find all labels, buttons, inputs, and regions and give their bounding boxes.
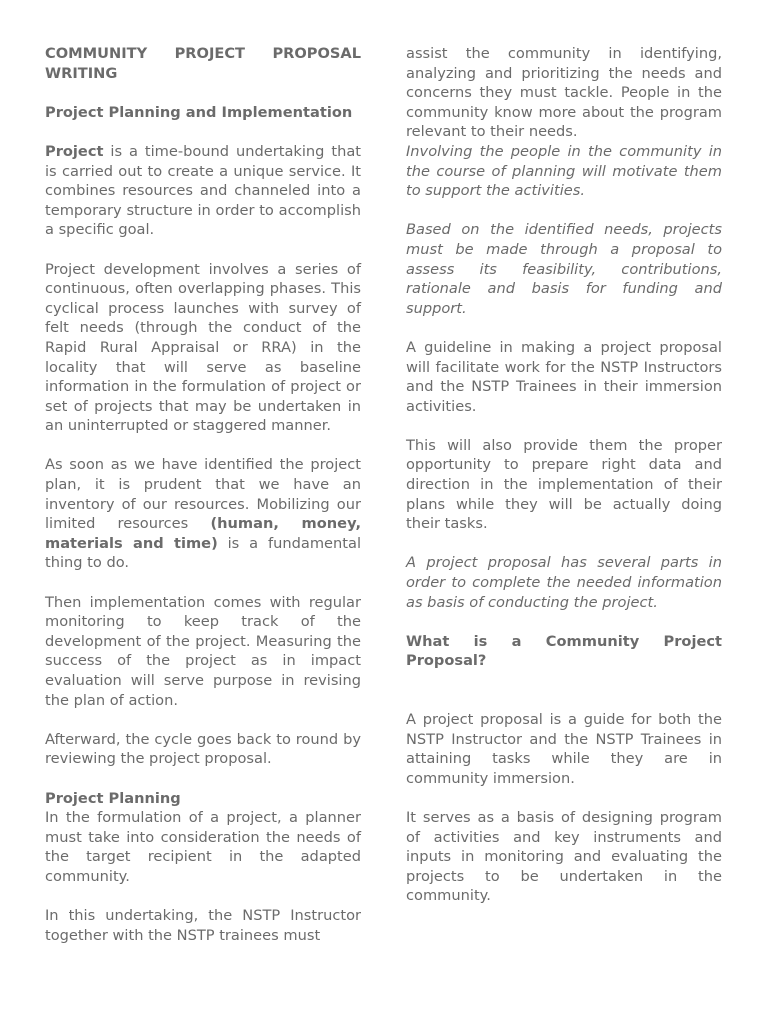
- paragraph-identified-needs: Based on the identified needs, projects must be made through a proposal to assess its feasibility, contributions, rationale and basis for funding and support.: [406, 221, 722, 317]
- section-heading-planning-implementation: Project Planning and Implementation: [45, 103, 353, 121]
- paragraph-cycle: Afterward, the cycle goes back to round by reviewing the project proposal.: [45, 730, 361, 768]
- paragraph-proposal-parts: A project proposal has several parts in order to complete the needed information as basis of conducting the project.: [406, 554, 722, 611]
- paragraph-resources: [45, 455, 361, 573]
- paragraph-proposal-basis: It serves as a basis of designing program of activities and key instruments and inputs in monitoring and evaluating the projects to be undertaken in the community.: [406, 808, 722, 905]
- document-title: COMMUNITY PROJECT PROPOSAL WRITING: [45, 45, 361, 82]
- project-definition-text: is a time-bound undertaking that is carried out to create a unique service. It combines resources and channeled into a temporary structure in order to accomplish a specific goal.: [45, 142, 361, 239]
- paragraph-proposal-guide: A project proposal is a guide for both the NSTP Instructor and the NSTP Trainees in attaining tasks while they are in community immersion.: [406, 711, 722, 787]
- resources-emphasis: (human, money, materials and time): [45, 515, 361, 552]
- paragraph-project-definition: [45, 142, 361, 240]
- paragraph-assist-community: assist the community in identifying, analyzing and prioritizing the needs and concerns they must tackle. People in the community know more about the program relevant to their needs.: [406, 45, 722, 141]
- paragraph-opportunity: This will also provide them the proper opportunity to prepare right data and direction in the implementation of their plans while they will be actually doing their tasks.: [406, 436, 722, 533]
- right-column: [406, 44, 722, 926]
- resources-text-before: As soon as we have identified the project plan, it is prudent that we have an inventory of our resources. Mobilizing our limited resources: [45, 456, 361, 533]
- subheading-project-planning: Project Planning: [45, 789, 181, 807]
- paragraph-implementation: Then implementation comes with regular monitoring to keep track of the development of the project. Measuring the success of the project as in impact evaluation will serve purpose in revising the plan of action.: [45, 593, 361, 709]
- paragraph-guideline: A guideline in making a project proposal will facilitate work for the NSTP Instructors and the NSTP Trainees in their immersion activities.: [406, 338, 722, 415]
- heading-what-is-proposal: What is a Community Project Proposal?: [406, 632, 722, 670]
- resources-text-after: is a fundamental thing to do.: [45, 534, 361, 572]
- paragraph-project-development: Project development involves a series of continuous, often overlapping phases. This cyclical process launches with survey of felt needs (through the conduct of the Rapid Rural Appraisal or RRA) in the locality that will serve as baseline information in the formulation of project or set of projects that may be undertaken in an uninterrupted or staggered manner.: [45, 260, 361, 435]
- paragraph-undertaking: In this undertaking, the NSTP Instructor together with the NSTP trainees must: [45, 907, 361, 944]
- term-project: Project: [45, 142, 104, 160]
- paragraph-involving-people: Involving the people in the community in the course of planning will motivate them to support the activities.: [406, 142, 722, 200]
- paragraph-formulation: In the formulation of a project, a planner must take into consideration the needs of the target recipient in the adapted community.: [45, 809, 361, 885]
- left-column: [45, 44, 361, 945]
